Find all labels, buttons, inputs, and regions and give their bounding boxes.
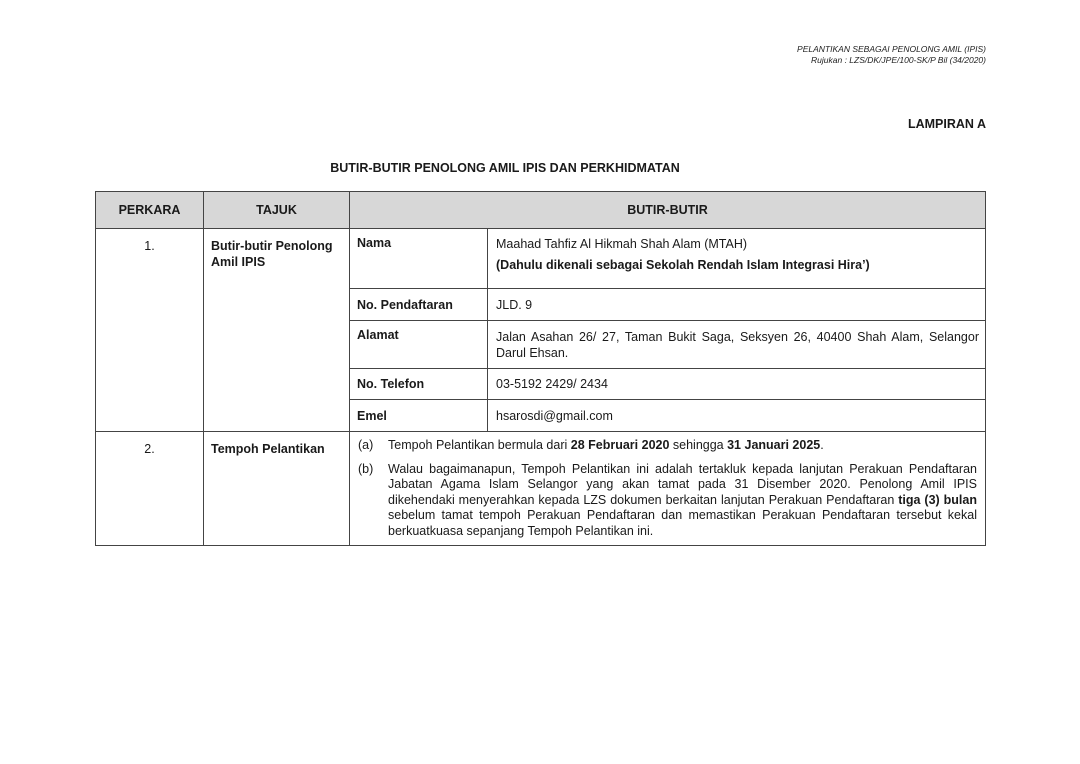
nama-note: (Dahulu dikenali sebagai Sekolah Rendah Islam Integrasi Hira’) [496, 258, 870, 272]
list-item [358, 462, 977, 540]
row-number: 1. [96, 229, 204, 432]
header-tajuk: TAJUK [204, 192, 350, 229]
start-date: 28 Februari 2020 [570, 438, 670, 452]
lampiran-label: LAMPIRAN A [907, 117, 986, 131]
header-line-1: PELANTIKAN SEBAGAI PENOLONG AMIL (IPIS) [797, 44, 986, 54]
text-segment: sebelum tamat tempoh Perakuan Pendaftaran dan memastikan Perakuan Pendaftaran tersebut kekal berkuatkuasa sepanjang Tempoh Pelantikan ini. [388, 508, 977, 538]
emel-label: Emel [350, 400, 488, 432]
item-text [388, 462, 977, 540]
document-title: BUTIR-BUTIR PENOLONG AMIL IPIS DAN PERKHIDMATAN [330, 161, 680, 175]
header-perkara: PERKARA [96, 192, 204, 229]
details-table [95, 191, 986, 546]
text-segment: Tempoh Pelantikan bermula dari [388, 438, 571, 452]
text-segment: . [820, 438, 824, 452]
nama-value: Maahad Tahfiz Al Hikmah Shah Alam (MTAH) [496, 237, 748, 251]
item-marker: (a) [358, 438, 374, 452]
row-title: Butir-butir Penolong Amil IPIS [204, 229, 350, 432]
text-segment: sehingga [669, 438, 728, 452]
table-row [96, 229, 986, 289]
row-title: Tempoh Pelantikan [204, 432, 350, 546]
pendaftaran-label: No. Pendaftaran [350, 289, 488, 321]
table-row [96, 432, 986, 546]
bold-duration: tiga (3) bulan [898, 492, 977, 507]
header-butir-butir: BUTIR-BUTIR [350, 192, 986, 229]
item-marker: (b) [358, 461, 374, 476]
pendaftaran-value: JLD. 9 [488, 289, 986, 321]
list-item [358, 438, 977, 454]
tempoh-details [350, 432, 986, 546]
text-segment: Walau bagaimanapun, Tempoh Pelantikan ini adalah tertakluk kepada lanjutan Perakuan Pendaftaran Jabatan Agama Islam Selangor yang akan tamat pada 31 Disember 2020. Penolong Amil IPIS dikehendaki menyerahkan kepada LZS dokumen berkaitan lanjutan Perakuan Pendaftaran [388, 461, 977, 507]
nama-cell [488, 229, 986, 289]
telefon-value: 03-5192 2429/ 2434 [488, 369, 986, 400]
table-header-row [96, 192, 986, 229]
header-line-2: Rujukan : LZS/DK/JPE/100-SK/P Bil (34/2020) [811, 55, 986, 65]
nama-label: Nama [350, 229, 488, 289]
alamat-value: Jalan Asahan 26/ 27, Taman Bukit Saga, Seksyen 26, 40400 Shah Alam, Selangor Darul Ehsan. [488, 321, 986, 369]
item-text [388, 438, 977, 454]
row-number: 2. [96, 432, 204, 546]
alamat-label: Alamat [350, 321, 488, 369]
end-date: 31 Januari 2025 [727, 438, 821, 452]
telefon-label: No. Telefon [350, 369, 488, 400]
emel-value: hsarosdi@gmail.com [488, 400, 986, 432]
reference-header [797, 44, 986, 66]
